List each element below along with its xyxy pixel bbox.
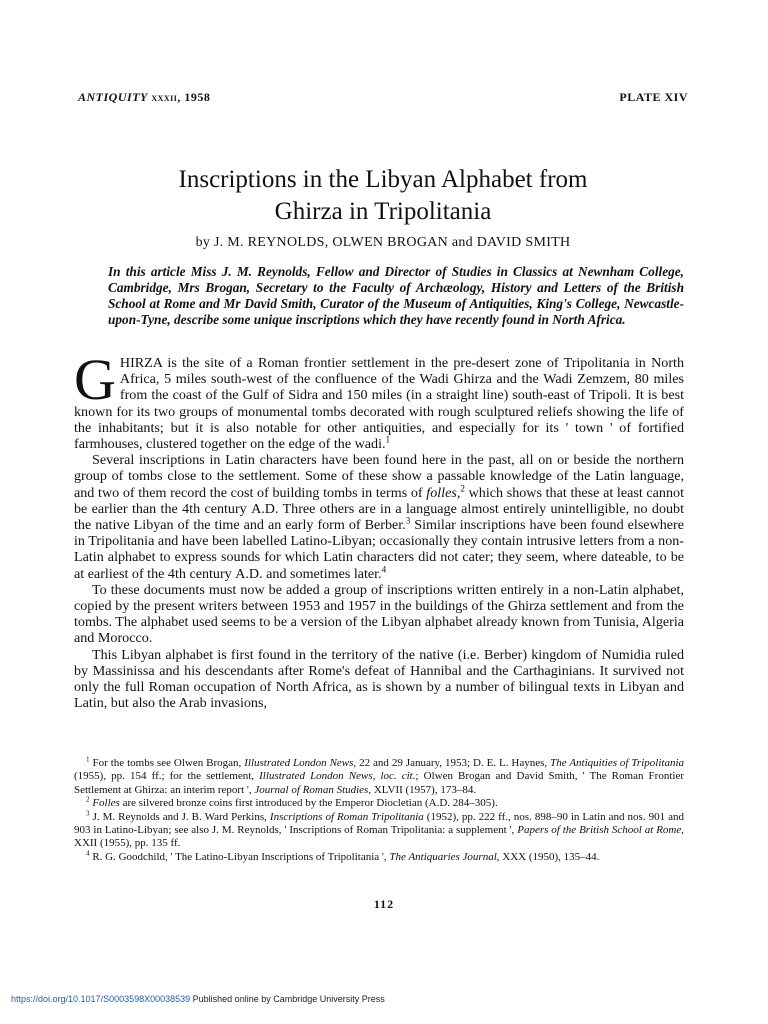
fn3-i2: Papers of the British School at Rome bbox=[517, 824, 682, 837]
footnote-4 bbox=[74, 851, 684, 864]
page-number: 112 bbox=[373, 897, 395, 911]
footnote-ref-3[interactable]: 3 bbox=[405, 515, 411, 526]
fn1-a: For the tombs see Olwen Brogan, bbox=[89, 757, 245, 769]
fn1-d: ; Olwen Brogan and David Smith, ' The Roman Frontier Settlement at Ghirza: an interim report ', bbox=[74, 770, 684, 796]
doi-link[interactable]: https://doi.org/10.1017/S0003598X00038539 bbox=[11, 994, 191, 1004]
fn4-number: 4 bbox=[86, 849, 90, 858]
journal-name: ANTIQUITY bbox=[78, 90, 148, 104]
footnote-ref-1[interactable]: 1 bbox=[385, 434, 391, 445]
volume-year: xxxii, 1958 bbox=[151, 90, 211, 104]
fn2-ad: A.D. bbox=[428, 797, 451, 810]
fn3-c: , XXII (1955), pp. 135 ff. bbox=[74, 824, 684, 850]
plate-number: PLATE XIV bbox=[619, 90, 688, 104]
p2-text-e: and sometimes later. bbox=[262, 565, 382, 582]
fn1-e: , XLVII (1957), 173–84. bbox=[368, 783, 477, 796]
fn2-number: 2 bbox=[86, 795, 90, 804]
running-head-left bbox=[78, 90, 210, 105]
fn1-i3: Illustrated London News, loc. cit. bbox=[259, 770, 416, 783]
fn1-i4: Journal of Roman Studies bbox=[254, 783, 369, 796]
fn3-b: (1952), pp. 222 ff., nos. 898–90 in Latin and nos. 901 and 903 in Latino-Libyan; see also J. M. Reynolds, ' Inscriptions of Roman Tripolitania: a supplement ', bbox=[74, 810, 684, 837]
body-paragraph-1 bbox=[74, 347, 684, 453]
doi-footer bbox=[11, 994, 385, 1004]
fn2-a: are silvered bronze coins first introduced by the Emperor Diocletian ( bbox=[119, 797, 429, 810]
p2-text-d: Similar inscriptions have been found elsewhere in Tripolitania and have been labelled Latino-Libyan; occasionally they contain intrusive letters from a non-Latin alphabet to express sounds for which Latin characters did not cater; they seem, where dateable, to be at earliest of the 4th century bbox=[74, 517, 684, 582]
footnote-ref-4[interactable]: 4 bbox=[381, 563, 387, 574]
footnote-2 bbox=[74, 797, 684, 810]
article-intro: In this article Miss J. M. Reynolds, Fellow and Director of Studies in Classics at Newnham College, Cambridge, Mrs Brogan, Secretary to the Faculty of Archæology, History and Letters of the British School at Rome and Mr David Smith, Curator of the Museum of Antiquities, King's College, Newcastle-upon-Tyne, describe some unique inscriptions which they have recently found in North Africa. bbox=[108, 264, 684, 327]
body-paragraph-4: This Libyan alphabet is first found in the territory of the native (i.e. Berber) kingdom of Numidia ruled by Massinissa and his descendants after Rome's defeat of Hannibal and the Carthaginians. It survived not only the full Roman occupation of North Africa, as is shown by a number of bilingual texts in Libyan and Latin, but also the Arab invasions, bbox=[74, 646, 684, 712]
p2-text-c: Three others are in a language almost entirely unintelligible, no doubt the native Libyan of the time and an early form of Berber. bbox=[74, 500, 684, 534]
fn1-i2: The Antiquities of Tripolitania bbox=[550, 757, 684, 769]
doi-published-text: Published online by Cambridge University Press bbox=[190, 994, 385, 1004]
footnote-ref-2[interactable]: 2 bbox=[460, 482, 465, 493]
drop-cap: G bbox=[74, 347, 116, 412]
fn4-b: , XXX (1950), 135–44. bbox=[496, 850, 600, 863]
p2-ad-2: A.D. bbox=[235, 565, 263, 582]
p2-text-b: which shows that these at least cannot be earlier than the 4th century bbox=[74, 484, 684, 517]
running-head bbox=[78, 90, 688, 105]
fn4-i: The Antiquaries Journal bbox=[389, 850, 497, 863]
author-byline: by J. M. REYNOLDS, OLWEN BROGAN and DAVID SMITH bbox=[195, 235, 571, 250]
fn1-b: , 22 and 29 January, 1953; D. E. L. Haynes, bbox=[353, 757, 551, 769]
title-line-1: Inscriptions in the Libyan Alphabet from bbox=[178, 166, 588, 193]
body-paragraph-3: To these documents must now be added a group of inscriptions written entirely in a non-Latin alphabet, copied by the present writers between 1953 and 1957 in the buildings of the Ghirza settlement and from the tombs. The alphabet used seems to be a version of the Libyan alphabet already known from Tunisia, Algeria and Morocco. bbox=[74, 581, 684, 647]
body-paragraph-2: Several inscriptions in Latin characters have been found here in the past, all on or beside the northern group of tombs close to the settlement. Some of these show a passable knowledge of the Latin language, and two of them record the cost of building tombs in terms of folles,$^2$ which shows that these at least cannot be earlier than the 4th century A.D. Three others are in a language almost entirely unintelligible, no doubt the native Libyan of the time and an early form of Berber.$^3$ Similar inscriptions have been found elsewhere in Tripolitania and have been labelled Latino-Libyan; occasionally they contain intrusive letters from a non-Latin alphabet to express sounds for which Latin characters did not cater; they seem, where dateable, to be at earliest of the 4th century A.D. and sometimes later.$^4$ bbox=[74, 452, 684, 582]
fn3-number: 3 bbox=[86, 808, 90, 817]
footnote-3 bbox=[74, 808, 684, 851]
fn3-a: J. M. Reynolds and J. B. Ward Perkins, bbox=[89, 810, 270, 823]
footnote-1 bbox=[74, 757, 684, 797]
footnotes bbox=[74, 757, 684, 864]
fn2-i: Folles bbox=[92, 797, 120, 810]
p2-folles: folles bbox=[426, 484, 457, 501]
article-title bbox=[78, 164, 688, 228]
fn1-number: 1 bbox=[86, 755, 90, 764]
article-body bbox=[74, 347, 684, 712]
p1-text: HIRZA is the site of a Roman frontier settlement in the pre-desert zone of Tripolitania in North Africa, 5 miles south-west of the confluence of the Wadi Ghirza and the Wadi Zemzem, 80 miles from the coast of the Gulf of Sidra and 150 miles (in a straight line) south-east of Tripoli. It is best known for its two groups of monumental tombs decorated with rough sculptured reliefs showing the life of the inhabitants; but it is also notable for other antiquities, and especially for its ' town ' of fortified farmhouses, clustered together on the edge of the wadi. bbox=[74, 355, 684, 453]
fn1-c: (1955), pp. 154 ff.; for the settlement, bbox=[74, 770, 260, 783]
fn2-b: 284–305). bbox=[450, 797, 498, 810]
fn4-a: R. G. Goodchild, ' The Latino-Libyan Inscriptions of Tripolitania ', bbox=[89, 850, 390, 863]
fn1-i1: Illustrated London News bbox=[244, 757, 354, 769]
title-line-2: Ghirza in Tripolitania bbox=[274, 198, 492, 225]
fn3-i1: Inscriptions of Roman Tripolitania bbox=[269, 810, 424, 823]
p2-ad-1: A.D. bbox=[251, 500, 279, 517]
p2-text-a: Several inscriptions in Latin characters have been found here in the past, all on or beside the northern group of tombs close to the settlement. Some of these show a passable knowledge of the Latin language, and two of them record the cost of building tombs in terms of bbox=[74, 452, 684, 501]
